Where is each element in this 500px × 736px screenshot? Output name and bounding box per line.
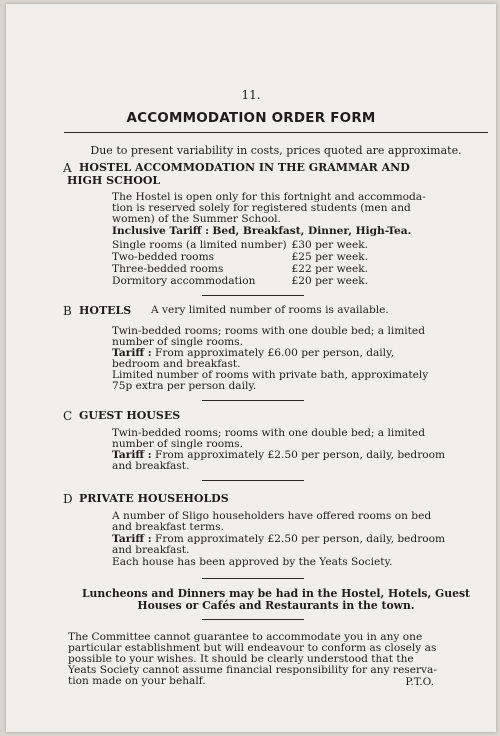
section-d-p1-line2: and breakfast terms. — [112, 521, 224, 533]
section-d-p1-line1: A number of Sligo householders have offered rooms on bed — [112, 510, 432, 522]
room-price: £22 per week. — [291, 263, 368, 275]
section-d-heading: PRIVATE HOUSEHOLDS — [79, 492, 229, 505]
tariff-row — [112, 275, 368, 287]
section-a-tariff-label: Inclusive Tariff : — [112, 225, 210, 237]
room-type: Three-bedded rooms — [112, 263, 224, 275]
section-a-para1-line2: tion is reserved solely for registered students (men and — [112, 202, 411, 214]
section-c-p2-line2: and breakfast. — [112, 460, 190, 472]
page-number: 11. — [241, 88, 261, 102]
room-type: Two-bedded rooms — [112, 251, 215, 263]
section-a-letter: A — [63, 161, 72, 175]
section-b-heading: HOTELS — [79, 304, 132, 317]
final-line4: Yeats Society cannot assume financial responsibility for any reserva- — [68, 664, 437, 676]
final-line3: possible to your wishes. It should be clearly understood that the — [68, 653, 414, 665]
section-a-heading-line2: HIGH SCHOOL — [67, 174, 161, 187]
section-a-para1-line3: women) of the Summer School. — [112, 213, 281, 225]
tariff-row — [112, 239, 368, 251]
section-a-tariff-text: Bed, Breakfast, Dinner, High-Tea. — [212, 225, 412, 237]
section-c-heading: GUEST HOUSES — [79, 409, 181, 422]
section-b-tariff-label: Tariff : — [112, 347, 152, 359]
section-a-para1-line1: The Hostel is open only for this fortnight and accommoda- — [112, 191, 426, 203]
meals-note-line2: Houses or Cafés and Restaurants in the town. — [137, 599, 415, 612]
section-a-heading-line1: HOSTEL ACCOMMODATION IN THE GRAMMAR AND — [79, 161, 410, 174]
room-price: £30 per week. — [291, 239, 368, 251]
room-type: Dormitory accommodation — [112, 275, 256, 287]
final-line2: particular establishment but will endeavour to conform as closely as — [68, 642, 437, 654]
section-divider — [202, 295, 304, 296]
section-b-tariff-text: From approximately £6.00 per person, daily, — [155, 347, 395, 359]
section-d-tariff-label: Tariff : — [112, 533, 152, 545]
section-divider — [202, 578, 304, 579]
room-price: £20 per week. — [291, 275, 368, 287]
section-b-heading-note: A very limited number of rooms is available. — [151, 304, 389, 316]
section-divider — [202, 400, 304, 401]
section-divider — [202, 480, 304, 481]
section-b-p3-line1: Limited number of rooms with private bath, approximately — [112, 369, 429, 381]
pto-label: P.T.O. — [405, 676, 434, 688]
section-d-p3: Each house has been approved by the Yeats Society. — [112, 556, 393, 568]
final-line1: The Committee cannot guarantee to accommodate you in any one — [68, 631, 423, 643]
section-b-p2-line2: bedroom and breakfast. — [112, 358, 241, 370]
page-title: ACCOMMODATION ORDER FORM — [126, 110, 376, 126]
document-page — [6, 4, 496, 732]
section-b-p1-line1: Twin-bedded rooms; rooms with one double bed; a limited — [112, 325, 425, 337]
section-c-p1-line2: number of single rooms. — [112, 438, 243, 450]
section-d-letter: D — [63, 492, 73, 506]
section-c-tariff-text: From approximately £2.50 per person, daily, bedroom — [155, 449, 446, 461]
final-line5: tion made on your behalf. — [68, 675, 206, 687]
section-d-p2-line2: and breakfast. — [112, 544, 190, 556]
section-divider — [202, 619, 304, 620]
section-c-tariff-label: Tariff : — [112, 449, 152, 461]
title-divider — [64, 132, 488, 133]
section-b-p3-line2: 75p extra per person daily. — [112, 380, 257, 392]
section-a-tariff — [112, 226, 411, 238]
section-c-p1-line1: Twin-bedded rooms; rooms with one double bed; a limited — [112, 427, 425, 439]
section-b-p1-line2: number of single rooms. — [112, 336, 243, 348]
meals-note-line1: Luncheons and Dinners may be had in the Hostel, Hotels, Guest — [81, 587, 471, 600]
room-type: Single rooms (a limited number) — [112, 239, 287, 251]
section-d-tariff-text: From approximately £2.50 per person, daily, bedroom — [155, 533, 446, 545]
section-c-letter: C — [63, 409, 73, 423]
room-price: £25 per week. — [291, 251, 368, 263]
tariff-row — [112, 263, 368, 275]
intro-text: Due to present variability in costs, prices quoted are approximate. — [90, 144, 462, 157]
section-b-letter: B — [63, 304, 72, 318]
tariff-row — [112, 251, 368, 263]
